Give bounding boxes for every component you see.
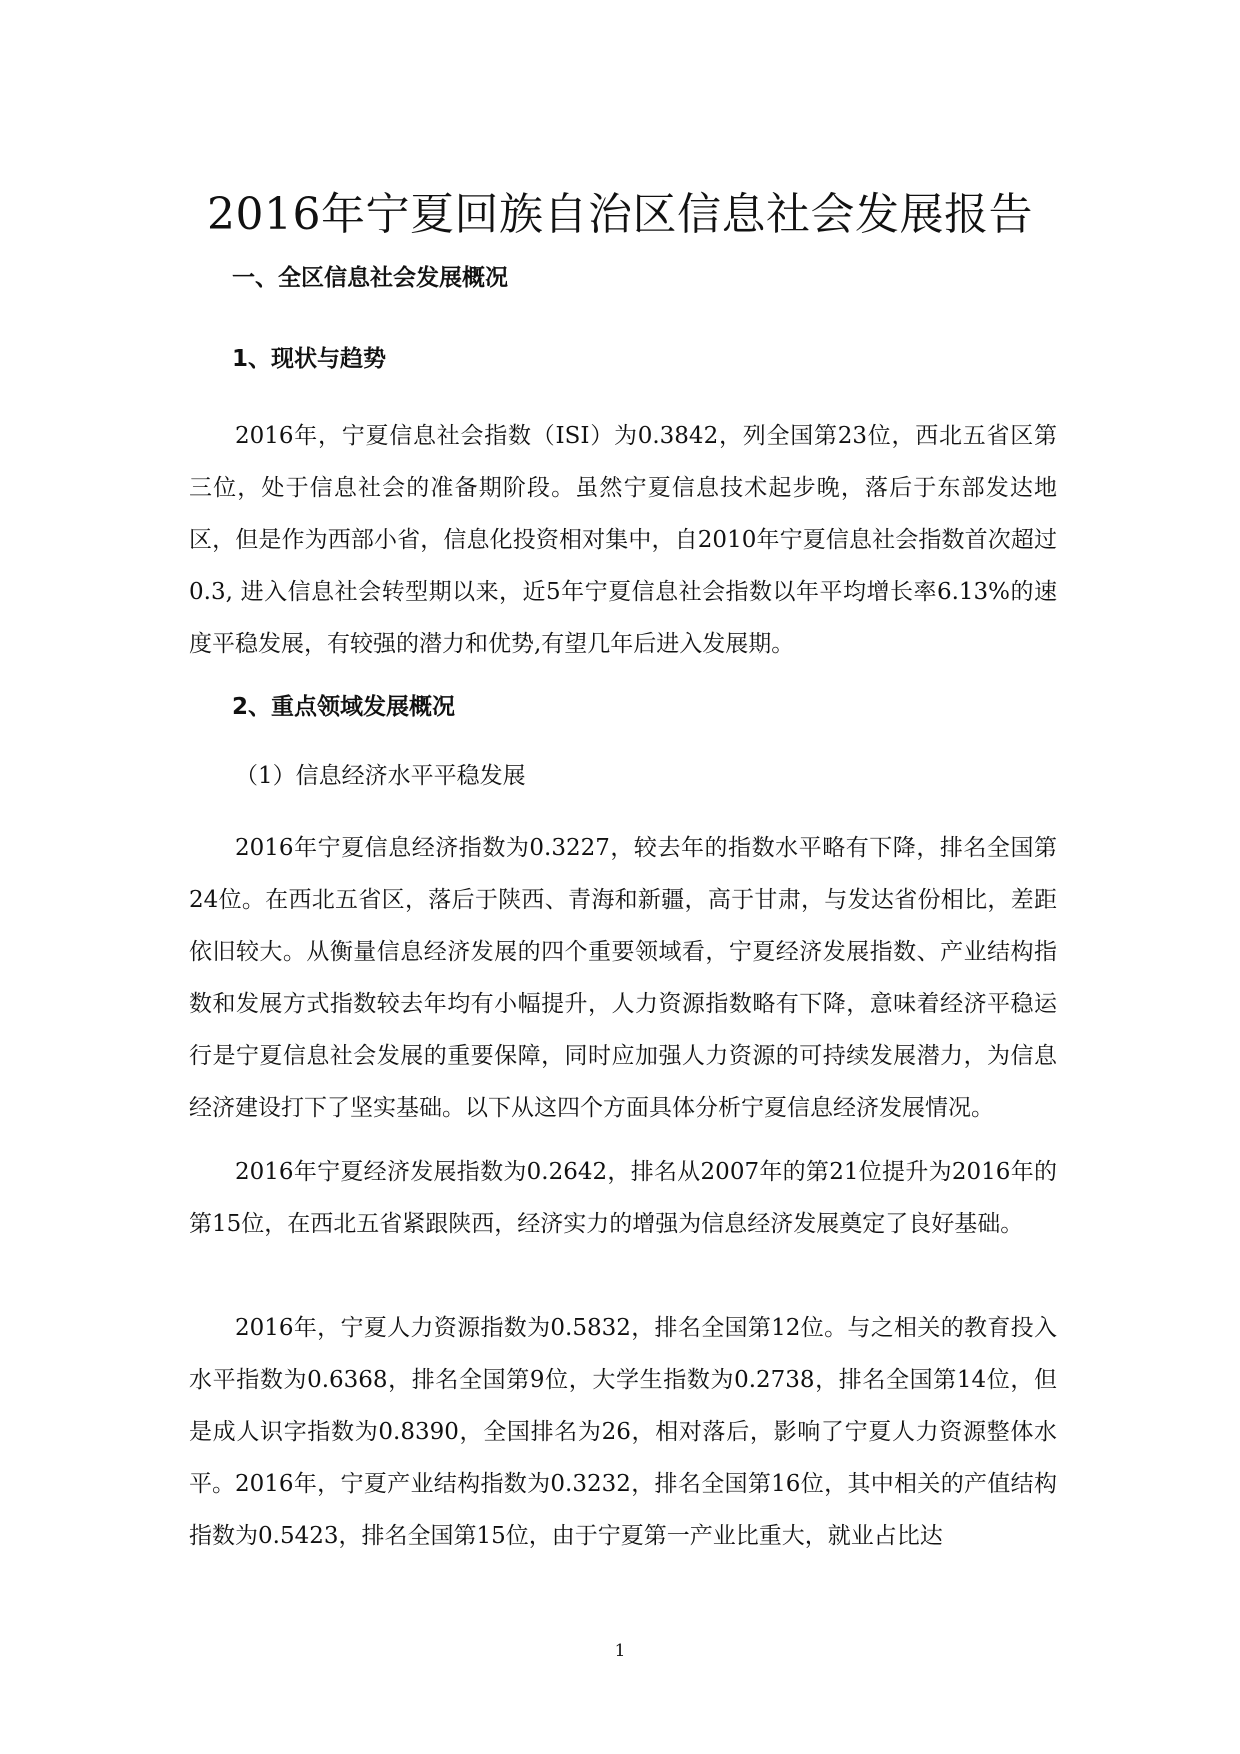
paragraph-status-trends: 2016年，宁夏信息社会指数（ISI）为0.3842，列全国第23位，西北五省区第三位，处于信息社会的准备期阶段。虽然宁夏信息技术起步晚，落后于东部发达地区，但是作为西部小省，信息化投资相对集中，自2010年宁夏信息社会指数首次超过0.3, 进入信息社会转型期以来，近5年宁夏信息社会指数以年平均增长率6.13%的速度平稳发展，有较强的潜力和优势,有望几年后进入发展期。	[189, 423, 1057, 657]
document-title: 2016年宁夏回族自治区信息社会发展报告	[207, 189, 1033, 241]
page-number: 1	[614, 1641, 626, 1661]
paragraph-economic-development: 2016年宁夏经济发展指数为0.2642，排名从2007年的第21位提升为2016年的第15位，在西北五省紧跟陕西，经济实力的增强为信息经济发展奠定了良好基础。	[189, 1159, 1057, 1237]
paragraph-information-economy: 2016年宁夏信息经济指数为0.3227，较去年的指数水平略有下降，排名全国第24位。在西北五省区，落后于陕西、青海和新疆，高于甘肃，与发达省份相比，差距依旧较大。从衡量信息经济发展的四个重要领域看，宁夏经济发展指数、产业结构指数和发展方式指数较去年均有小幅提升，人力资源指数略有下降，意味着经济平稳运行是宁夏信息社会发展的重要保障，同时应加强人力资源的可持续发展潜力，为信息经济建设打下了坚实基础。以下从这四个方面具体分析宁夏信息经济发展情况。	[189, 835, 1057, 1121]
subheading-information-economy: （1）信息经济水平平稳发展	[235, 763, 526, 789]
subsection-heading-key-areas: 2、重点领域发展概况	[232, 694, 456, 720]
paragraph-industrial-structure: 2016年，宁夏产业结构指数为0.3232，排名全国第16位，其中相关的产值结构指数为0.5423，排名全国第15位，由于宁夏第一产业比重大，就业占比达	[189, 1471, 1057, 1549]
section-heading: 一、全区信息社会发展概况	[232, 265, 508, 291]
subsection-heading-status-trends: 1、现状与趋势	[232, 346, 387, 372]
paragraph-human-resources: 2016年，宁夏人力资源指数为0.5832，排名全国第12位。与之相关的教育投入水平指数为0.6368，排名全国第9位，大学生指数为0.2738，排名全国第14位，但是成人识字指数为0.8390，全国排名为26，相对落后，影响了宁夏人力资源整体水平。	[189, 1315, 1057, 1497]
